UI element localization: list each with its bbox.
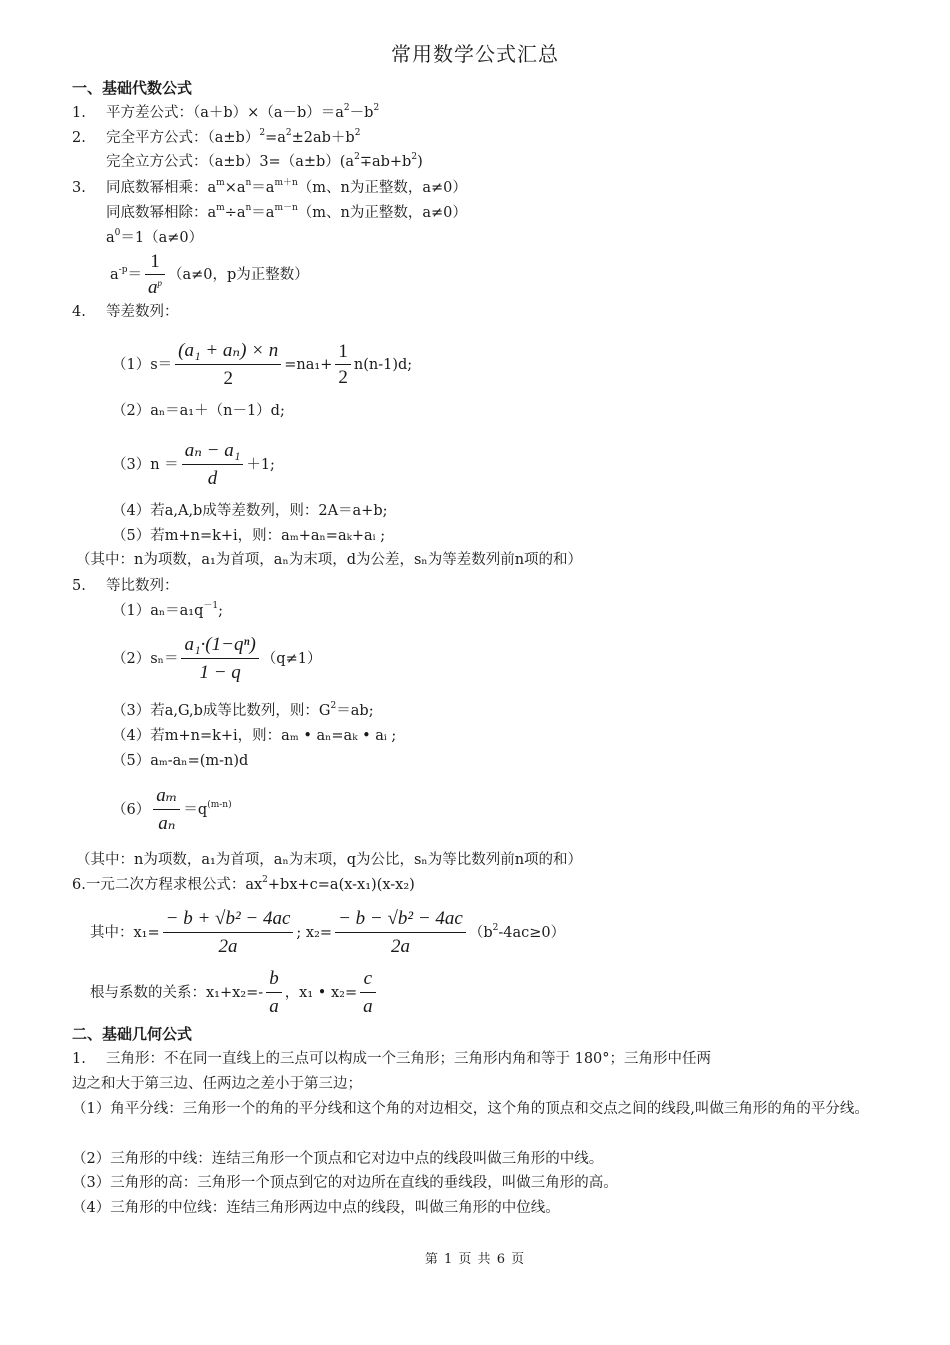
vieta-relations: 根与系数的关系：x₁+x₂=- $\frac{b}{a}$ ，x₁ • x₂= $\frac{c}{a}$	[90, 968, 379, 1018]
triangle-definition-cont: 边之和大于第三边、任两边之差小于第三边；	[72, 1076, 362, 1092]
altitude-definition: （3）三角形的高：三角形一个顶点到它的对边所在直线的垂线段，叫做三角形的高。	[72, 1175, 618, 1191]
geometric-general-term: $(1)a_n=a_1q^{-1}$;	[112, 601, 224, 619]
arithmetic-index-property: （5）若m+n=k+i，则：aₘ+aₙ=aₖ+aᵢ ;	[112, 528, 386, 544]
quadratic-formula-title: 6.一元二次方程求根公式：$ax^2+bx+c=a(x-x_1)(x-x_2)$	[72, 875, 415, 893]
item-number: 4.	[72, 304, 86, 320]
geometric-note: （其中：n为项数，a₁为首项，aₙ为末项，q为公比，sₙ为等比数列前n项的和）	[76, 852, 583, 868]
section-heading-algebra: 一、基础代数公式	[72, 79, 193, 97]
quadratic-roots: 其中：x₁= $\frac{\text{− b + √b² − 4ac}}{2a}$ ; x₂= $\frac{\text{− b − √b² − 4ac}}{2a}$ $(b^2-4ac\ge 0)$	[90, 908, 566, 957]
item-number: 1.	[72, 105, 86, 121]
fraction: $\frac{\text{(a₁ + aₙ) × n}}{2}$	[175, 340, 281, 390]
arithmetic-term-count: （3）n ＝ $\frac{\text{aₙ − a₁}}{d}$ ＋1;	[112, 440, 275, 489]
item-number: 1.	[72, 1051, 86, 1067]
fraction: $\frac{1}{a^p}$	[145, 252, 165, 298]
geometric-ratio-property: （6） $\frac{\text{aₘ}}{\text{aₙ}}$ $=q^{(m-n)}$	[112, 785, 232, 834]
arithmetic-sequence-label: 等差数列：	[106, 304, 179, 320]
fraction: $\frac{1}{2}$	[335, 342, 351, 388]
item-number: 3.	[72, 180, 86, 196]
median-definition: （2）三角形的中线：连结三角形一个顶点和它对边中点的线段叫做三角形的中线。	[72, 1151, 604, 1167]
power-multiplication-rule: 同底数幂相乘：$a^m\times a^n=a^{m+n}(m$、n为正整数，a≠0）	[106, 178, 467, 196]
fraction: $\frac{\text{− b + √b² − 4ac}}{2a}$	[163, 908, 294, 958]
geometric-mean-property: （3）若a,G,b成等比数列，则：$G^2=ab$;	[112, 701, 374, 719]
fraction: $\frac{\text{aₘ}}{\text{aₙ}}$	[153, 785, 180, 835]
negative-exponent-rule: $a^{-p}=$ $\frac{1}{a^p}$ （a≠0，p为正整数）	[110, 251, 309, 298]
triangle-definition: 三角形：不在同一直线上的三点可以构成一个三角形；三角形内角和等于 180°；三角形中任两	[106, 1051, 712, 1067]
item-number: 5.	[72, 578, 86, 594]
power-division-rule: 同底数幂相除：$a^m\div a^n=a^{m-n}(m$、n为正整数，a≠0）	[106, 203, 467, 221]
fraction: $\frac{\text{− b − √b² − 4ac}}{2a}$	[335, 908, 466, 958]
angle-bisector-definition: （1）角平分线：三角形一个的角的平分线和这个角的对边相交，这个角的顶点和交点之间的线段,叫做三角形的角的平分线。	[72, 1101, 869, 1117]
fraction: $\frac{c}{a}$	[360, 968, 376, 1018]
fraction: $\frac{b}{a}$	[266, 968, 282, 1018]
perfect-square-formula: 完全平方公式：$(a\pm b)^2=a^2\pm 2ab+b^2$	[106, 128, 361, 146]
page-footer: 第 1 页 共 6 页	[424, 1252, 526, 1267]
geometric-sum-formula: （2）sₙ＝ $\frac{\text{a₁·(1−qⁿ)}}{1 - q}$ （q≠1）	[112, 634, 322, 683]
fraction: $\frac{\text{aₙ − a₁}}{d}$	[182, 440, 244, 490]
geometric-difference-property: （5）aₘ-aₙ=(m-n)d	[112, 753, 249, 769]
arithmetic-note: （其中：n为项数，a₁为首项，aₙ为末项，d为公差，sₙ为等差数列前n项的和）	[76, 552, 583, 568]
geometric-index-property: （4）若m+n=k+i，则：aₘ • aₙ=aₖ • aᵢ ;	[112, 728, 397, 744]
arithmetic-sum-formula: （1）s＝ $\frac{\text{(a₁ + aₙ) × n}}{2}$ =na₁+ $\frac{1}{2}$ n(n-1)d;	[112, 340, 413, 389]
difference-of-squares-formula: 平方差公式：$(a+b)\times(a-b)=a^2-b^2$	[106, 103, 380, 121]
item-number: 2.	[72, 130, 86, 146]
zero-exponent-rule: $a^0=1(a\ne 0)$	[106, 228, 204, 246]
arithmetic-general-term: （2）aₙ＝a₁＋（n－1）d;	[112, 403, 285, 419]
section-heading-geometry: 二、基础几何公式	[72, 1025, 193, 1043]
fraction: $\frac{\text{a₁·(1−qⁿ)}}{1 - q}$	[181, 634, 258, 684]
page-title: 常用数学公式汇总	[391, 42, 559, 66]
midline-definition: （4）三角形的中位线：连结三角形两边中点的线段，叫做三角形的中位线。	[72, 1200, 560, 1216]
arithmetic-mean-property: （4）若a,A,b成等差数列，则：2A＝a+b;	[112, 503, 388, 519]
perfect-cube-formula: 完全立方公式：$(a\pm b)3=(a\pm b)(a^2\mp ab+b^2)$	[106, 152, 423, 170]
geometric-sequence-label: 等比数列：	[106, 578, 179, 594]
